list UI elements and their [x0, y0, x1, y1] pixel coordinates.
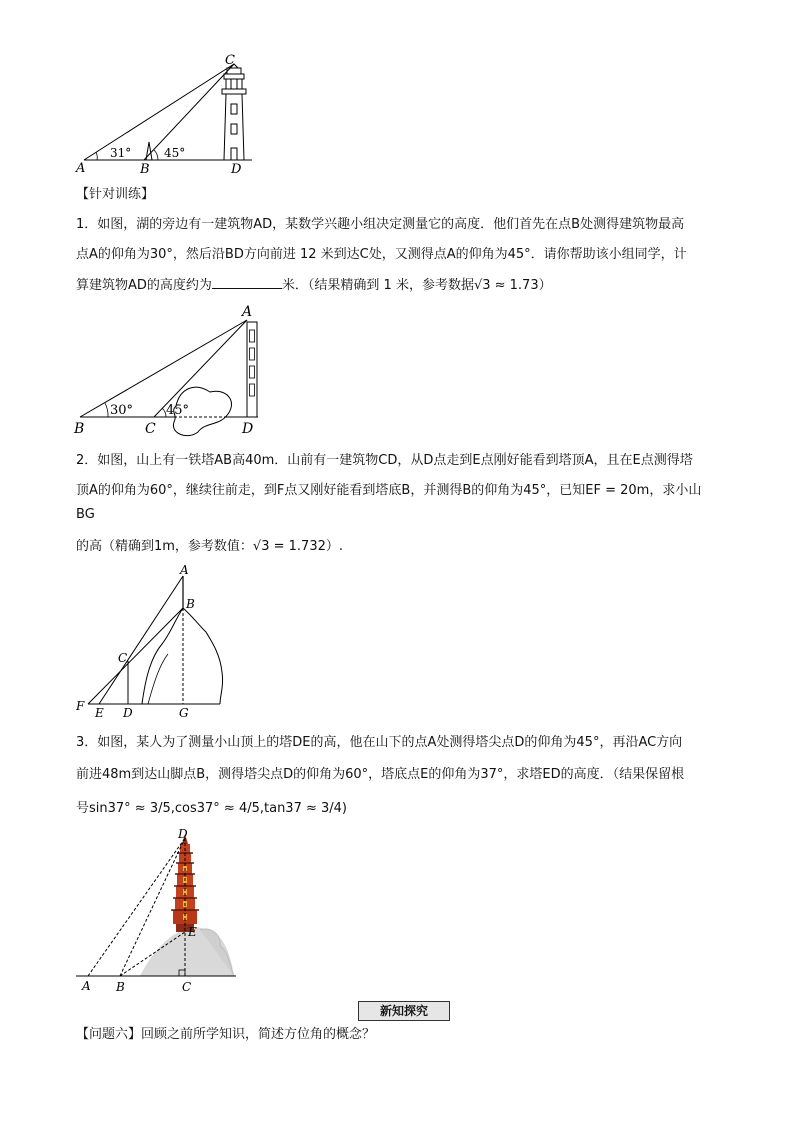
tower-hill-figure — [70, 564, 240, 724]
building-lake-figure — [70, 300, 270, 440]
point-b-label: B — [116, 980, 125, 994]
point-e-label: E — [95, 706, 104, 720]
lighthouse-figure — [70, 52, 270, 177]
angle-label-30: 30° — [110, 403, 134, 418]
angle-label-45: 45° — [166, 403, 190, 418]
problem-1-line-2: 点A的仰角为30°，然后沿BD方向前进 12 米到达C处，又测得点A的仰角为45°．请你帮助该小组同学，计 — [76, 247, 687, 262]
point-d-label: D — [123, 706, 133, 720]
problem-2-line-2: 顶A的仰角为60°，继续往前走，到F点又刚好能看到塔底B，并测得B的仰角为45°，已知EF = 20m，求小山 — [76, 483, 702, 498]
angle-label-31: 31° — [110, 146, 132, 160]
new-knowledge-tag: 新知探究 — [358, 1001, 450, 1021]
question-6: 【问题六】回顾之前所学知识，简述方位角的概念？ — [76, 1027, 376, 1042]
problem-1-line-3 — [76, 276, 552, 295]
point-e-label: E — [188, 925, 197, 939]
point-b-label: B — [74, 421, 85, 437]
problem-3-line-2: 前进48m到达山脚点B，测得塔尖点D的仰角为60°，塔底点E的仰角为37°，求塔ED的高度．（结果保留根 — [76, 767, 685, 782]
point-c-label: C — [118, 651, 128, 665]
point-a-label: A — [180, 564, 189, 577]
answer-blank[interactable] — [212, 276, 282, 289]
point-c-label: C — [225, 53, 235, 68]
point-a-label: A — [242, 304, 253, 320]
problem-1-line-3-pre: 算建筑物AD的高度约为 — [76, 278, 212, 293]
problem-1-line-3-post: 米．（结果精确到 1 米，参考数据√3 ≈ 1.73） — [281, 278, 552, 293]
point-g-label: G — [179, 706, 189, 720]
point-d-label: D — [242, 421, 254, 437]
section-title: 【针对训练】 — [76, 187, 155, 202]
problem-2-line-4: 的高（精确到1m，参考数值：√3 = 1.732）. — [76, 539, 343, 554]
problem-3-line-1: 3．如图，某人为了测量小山顶上的塔DE的高，他在山下的点A处测得塔尖点D的仰角为45°，再沿AC方向 — [76, 735, 683, 750]
point-a-label: A — [76, 161, 86, 176]
point-b-label: B — [140, 162, 150, 177]
point-c-label: C — [182, 980, 192, 994]
problem-2-line-1: 2．如图，山上有一铁塔AB高40m．山前有一建筑物CD，从D点走到E点刚好能看到塔顶A，且在E点测得塔 — [76, 453, 693, 468]
point-d-label: D — [178, 827, 188, 841]
point-c-label: C — [145, 421, 156, 437]
pagoda-hill-figure — [70, 826, 250, 996]
point-b-label: B — [186, 597, 195, 611]
point-f-label: F — [76, 699, 85, 713]
point-a-label: A — [82, 979, 91, 993]
angle-label-45: 45° — [164, 146, 186, 160]
point-d-label: D — [231, 162, 242, 177]
problem-1-line-1: 1．如图，湖的旁边有一建筑物AD，某数学兴趣小组决定测量它的高度．他们首先在点B处测得建筑物最高 — [76, 217, 685, 232]
problem-3-line-3: 号sin37° ≈ 3/5,cos37° ≈ 4/5,tan37 ≈ 3/4) — [76, 801, 348, 816]
problem-2-line-3: BG — [76, 507, 95, 522]
